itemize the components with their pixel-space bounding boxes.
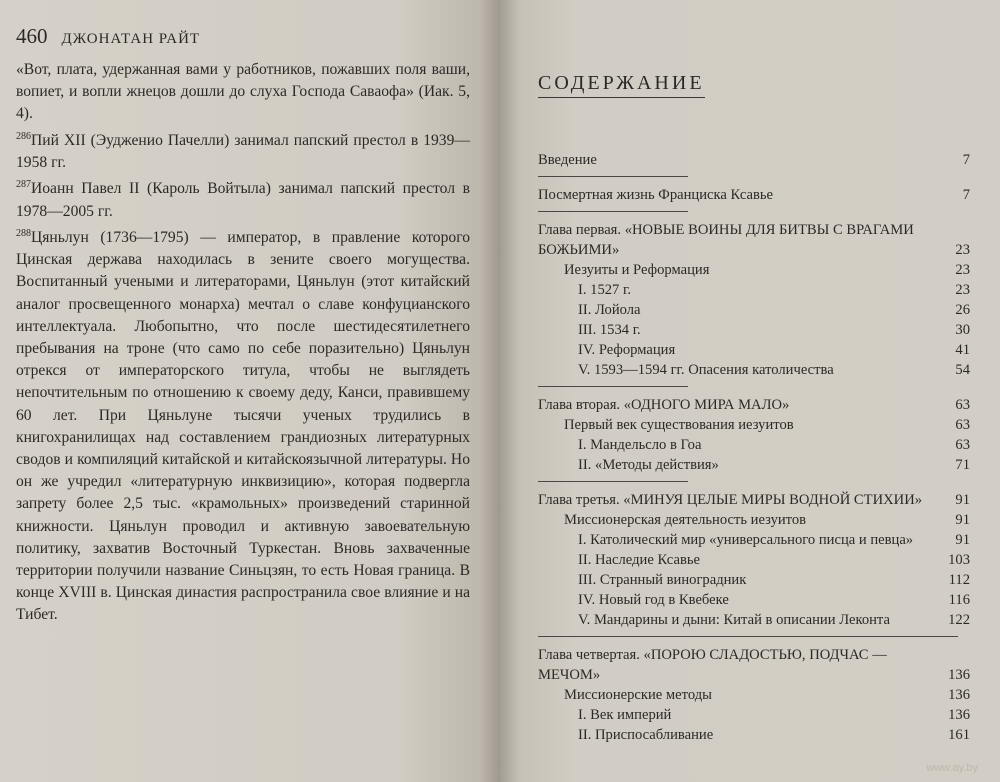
toc-entry-page: 63: [955, 397, 970, 413]
toc-entry-page: 122: [948, 612, 970, 628]
footnotes-text: [16, 59, 470, 627]
footnote-number: 286: [16, 130, 31, 142]
toc-entry-title: IV. Реформация: [578, 342, 676, 358]
page-number: 460: [16, 24, 48, 48]
right-page: [500, 0, 1000, 782]
footnote-number: 288: [16, 227, 31, 239]
table-of-contents: [538, 150, 970, 745]
toc-entry-page: 71: [955, 457, 970, 473]
toc-separator: [538, 636, 958, 637]
toc-entry-title: III. Странный виноградник: [578, 572, 747, 588]
toc-entry-title: Иезуиты и Реформация: [564, 262, 710, 278]
toc-entry-title: I. 1527 г.: [578, 282, 631, 298]
toc-entry: [538, 150, 970, 170]
toc-entry: [578, 530, 970, 550]
toc-entry: [578, 435, 970, 455]
toc-entry: [578, 320, 970, 340]
toc-entry: [578, 360, 970, 380]
toc-entry-title: Глава третья. «МИНУЯ ЦЕЛЫЕ МИРЫ ВОДНОЙ СТИХИИ»: [538, 492, 923, 508]
toc-entry-page: 54: [955, 362, 970, 378]
toc-entry: [564, 415, 970, 435]
toc-entry-page: 91: [955, 492, 970, 508]
toc-entry: [578, 280, 970, 300]
toc-separator: [538, 211, 688, 212]
toc-entry: [578, 570, 970, 590]
toc-entry: [564, 510, 970, 530]
running-head-author: ДЖОНАТАН РАЙТ: [61, 31, 201, 47]
toc-entry-page: 23: [955, 242, 970, 258]
toc-separator: [538, 481, 688, 482]
toc-entry: [578, 590, 970, 610]
toc-entry-page: 136: [948, 707, 970, 723]
toc-entry: [538, 395, 970, 415]
toc-entry: [578, 550, 970, 570]
toc-entry-page: 116: [948, 592, 970, 608]
toc-entry: [578, 455, 970, 475]
toc-entry-title: Миссионерские методы: [564, 687, 712, 703]
footnote-287: $^{287}$Иоанн Павел II (Кароль Войтыла) занимал папский престол в 1978—2005 гг.: [16, 179, 470, 220]
toc-entry-page: 7: [962, 152, 970, 168]
toc-entry-title: Глава вторая. «ОДНОГО МИРА МАЛО»: [538, 397, 790, 413]
toc-entry-page: 91: [955, 512, 970, 528]
toc-entry-title: Глава первая. «НОВЫЕ ВОИНЫ ДЛЯ БИТВЫ С ВРАГАМИ БОЖЬИМИ»: [538, 222, 914, 258]
toc-separator: [538, 386, 688, 387]
footnote-number: 287: [16, 179, 31, 191]
toc-entry-page: 23: [955, 262, 970, 278]
toc-entry-page: 30: [955, 322, 970, 338]
toc-entry-page: 112: [948, 572, 970, 588]
toc-entry-title: Посмертная жизнь Франциска Ксавье: [538, 187, 774, 203]
toc-entry-page: 91: [955, 532, 970, 548]
toc-entry-title: V. Мандарины и дыни: Китай в описании Леконта: [578, 612, 890, 628]
toc-entry-title: V. 1593—1594 гг. Опасения католичества: [578, 362, 834, 378]
toc-entry-page: 161: [948, 727, 970, 743]
toc-entry-page: 63: [955, 417, 970, 433]
toc-entry-title: Глава четвертая. «ПОРОЮ СЛАДОСТЬЮ, ПОДЧАС — МЕЧОМ»: [538, 647, 887, 683]
toc-entry-page: 26: [955, 302, 970, 318]
toc-entry: [538, 645, 970, 685]
toc-entry-title: I. Век империй: [578, 707, 672, 723]
toc-title: СОДЕРЖАНИЕ: [538, 72, 705, 98]
footnote-286: $^{286}$Пий XII (Эудженио Пачелли) занимал папский престол в 1939—1958 гг.: [16, 130, 470, 171]
footnote-paragraph: «Вот, плата, удержанная вами у работников, пожавших поля ваши, вопиет, и вопли жнецов дошли до слуха Господа Саваофа» (Иак. 5, 4).: [16, 61, 470, 123]
toc-entry-page: 7: [962, 187, 970, 203]
toc-entry: [564, 260, 970, 280]
toc-entry: [538, 490, 970, 510]
toc-entry-title: I. Католический мир «универсального писца и певца»: [578, 532, 914, 548]
toc-entry: [578, 705, 970, 725]
toc-entry-title: Миссионерская деятельность иезуитов: [564, 512, 807, 528]
toc-entry: [578, 725, 970, 745]
toc-entry-title: II. Наследие Ксавье: [578, 552, 700, 568]
toc-entry-page: 41: [955, 342, 970, 358]
toc-entry: [578, 300, 970, 320]
toc-entry-title: I. Мандельсло в Гоа: [578, 437, 702, 453]
toc-entry: [538, 185, 970, 205]
toc-entry-page: 23: [955, 282, 970, 298]
toc-entry-page: 136: [948, 687, 970, 703]
toc-entry-title: IV. Новый год в Квебеке: [578, 592, 729, 608]
toc-entry: [578, 610, 970, 630]
toc-entry-title: Первый век существования иезуитов: [564, 417, 794, 433]
toc-entry-page: 63: [955, 437, 970, 453]
toc-separator: [538, 176, 688, 177]
toc-entry: [578, 340, 970, 360]
watermark: www.ay.by: [926, 762, 978, 774]
toc-entry-page: 136: [948, 667, 970, 683]
toc-entry-title: Введение: [538, 152, 597, 168]
toc-entry-title: III. 1534 г.: [578, 322, 641, 338]
footnote-288: $^{288}$Цяньлун (1736—1795) — император, в правление которого Цинская держава находилась в зените своего могущества. Воспитанный учеными и литераторами, Цяньлун (этот китайский аналог просвещенного монарха) мечтал о славе конфуцианского интеллектуала. Любопытно, что после шестидесятилетнего пребывания на троне (что само по себе поразительно) Цяньлун отрекся от императорского титула, чтобы не выглядеть непочтительным по отношению к своему деду, Канси, правившему 60 лет. При Цяньлуне тысячи ученых трудились в книгохранилищах над составлением грандиозных литературных сводов и компиляций китайской и китайскоязычной литературы. Но он же учредил «литературную инквизицию», которая подвергла запрету более 2,5 тыс. «крамольных» произведений старинной книжности. Цяньлун проводил и активную завоевательную политику, захватив Восточный Туркестан. Вновь захваченные территории получили название Синьцзян, то есть Новая граница. В конце XVIII в. Цинская династия распространила свое влияние и на Тибет.: [16, 227, 470, 624]
toc-entry: [564, 685, 970, 705]
toc-entry-title: II. Приспосабливание: [578, 727, 714, 743]
toc-entry-title: II. Лойола: [578, 302, 641, 318]
toc-entry-page: 103: [948, 552, 970, 568]
running-head: [16, 24, 470, 49]
toc-entry-title: II. «Методы действия»: [578, 457, 719, 473]
toc-entry: [538, 220, 970, 260]
